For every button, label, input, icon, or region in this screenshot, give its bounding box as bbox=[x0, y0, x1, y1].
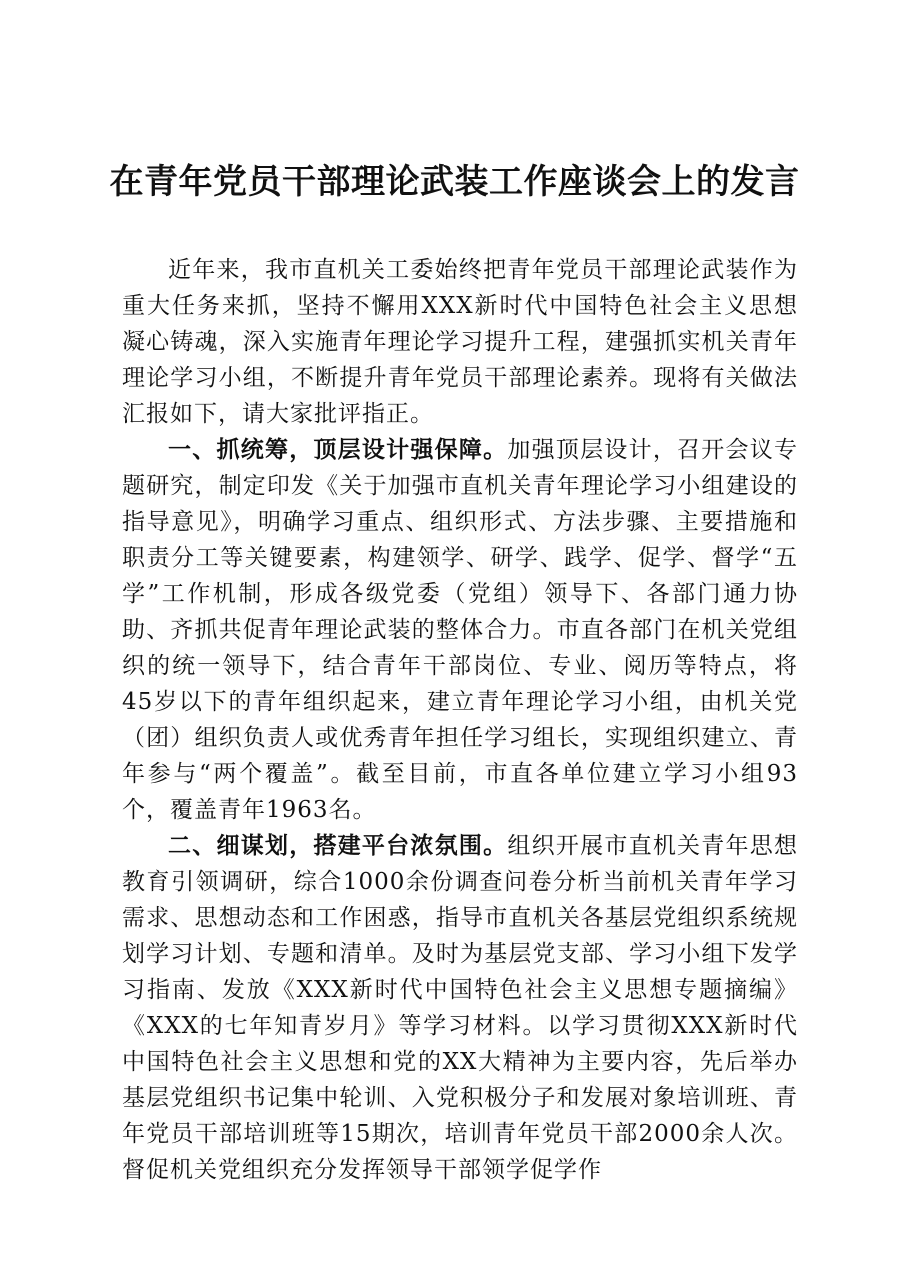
section-1-heading: 一、抓统筹，顶层设计强保障。 bbox=[168, 436, 508, 463]
section-2-paragraph bbox=[122, 828, 798, 1188]
section-2-text: 组织开展市直机关青年思想教育引领调研，综合1000余份调查问卷分析当前机关青年学习需求、思想动态和工作困惑，指导市直机关各基层党组织系统规划学习计划、专题和清单。及时为基层党支部、学习小组下发学习指南、发放《XXX新时代中国特色社会主义思想专题摘编》《XXX的七年知青岁月》等学习材料。以学习贯彻XXX新时代中国特色社会主义思想和党的XX大精神为主要内容，先后举办基层党组织书记集中轮训、入党积极分子和发展对象培训班、青年党员干部培训班等15期次，培训青年党员干部2000余人次。督促机关党组织充分发挥领导干部领学促学作 bbox=[122, 833, 799, 1183]
intro-paragraph: 近年来，我市直机关工委始终把青年党员干部理论武装作为重大任务来抓，坚持不懈用XXX新时代中国特色社会主义思想凝心铸魂，深入实施青年理论学习提升工程，建强抓实机关青年理论学习小组，不断提升青年党员干部理论素养。现将有关做法汇报如下，请大家批评指正。 bbox=[122, 257, 798, 427]
section-1-text: 加强顶层设计，召开会议专题研究，制定印发《关于加强市直机关青年理论学习小组建设的指导意见》，明确学习重点、组织形式、方法步骤、主要措施和职责分工等关键要素，构建领学、研学、践学、促学、督学“五学”工作机制，形成各级党委（党组）领导下、各部门通力协助、齐抓共促青年理论武装的整体合力。市直各部门在机关党组织的统一领导下，结合青年干部岗位、专业、阅历等特点，将45岁以下的青年组织起来，建立青年理论学习小组，由机关党（团）组织负责人或优秀青年担任学习组长，实现组织建立、青年参与“两个覆盖”。截至目前，市直各单位建立学习小组93个，覆盖青年1963名。 bbox=[122, 437, 799, 823]
document-body bbox=[122, 252, 798, 1188]
section-2-heading: 二、细谋划，搭建平台浓氛围。 bbox=[168, 832, 508, 859]
section-1-paragraph bbox=[122, 432, 798, 828]
document-title: 在青年党员干部理论武装工作座谈会上的发言 bbox=[109, 162, 800, 202]
